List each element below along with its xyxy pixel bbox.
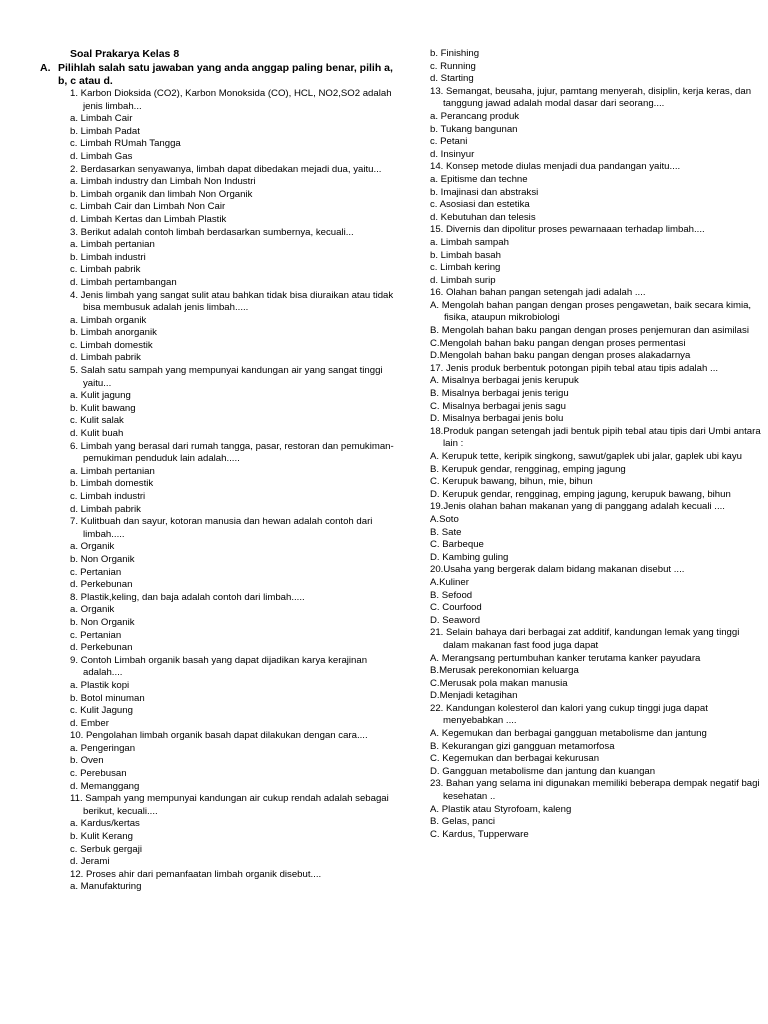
answer-option: D. Misalnya berbagai jenis bolu <box>430 413 564 425</box>
answer-option: d. Perkebunan <box>70 642 133 654</box>
answer-option: a. Organik <box>70 604 115 616</box>
answer-option: c. Limbah pabrik <box>70 264 141 276</box>
answer-option: B.Merusak perekonomian keluarga <box>430 665 579 677</box>
answer-option: a. Perancang produk <box>430 110 520 122</box>
question-text: 17. Jenis produk berbentuk potongan pipih tebal atau tipis adalah ... <box>430 362 719 374</box>
answer-option: D. Kambing guling <box>430 551 509 563</box>
answer-option: d. Limbah pabrik <box>70 503 141 515</box>
answer-option: c. Kulit salak <box>70 415 124 427</box>
answer-option: c. Asosiasi dan estetika <box>430 199 530 211</box>
answer-option: c. Running <box>430 60 476 72</box>
question-text: 8. Plastik,keling, dan baja adalah contoh dari limbah..... <box>70 591 305 603</box>
answer-option: c. Limbah RUmah Tangga <box>70 138 181 150</box>
question-text: 9. Contoh Limbah organik basah yang dapat dijadikan karya kerajinan adalah.... <box>70 654 368 679</box>
answer-option: b. Non Organik <box>70 616 135 628</box>
answer-option: d. Memanggang <box>70 780 140 792</box>
answer-option: b. Kulit Kerang <box>70 831 133 843</box>
question-text: 11. Sampah yang mempunyai kandungan air cukup rendah adalah sebagai berikut, kecuali.... <box>70 793 389 817</box>
answer-option: a. Limbah pertanian <box>70 239 155 251</box>
answer-option: b. Limbah domestik <box>70 478 154 490</box>
answer-option: A. Misalnya berbagai jenis kerupuk <box>430 375 579 387</box>
answer-option: D. Kerupuk gendar, rengginag, emping jagung, kerupuk bawang, bihun <box>430 488 731 500</box>
question-text: 3. Berikut adalah contoh limbah berdasarkan sumbernya, kecuali... <box>70 226 354 238</box>
answer-option: a. Kardus/kertas <box>70 818 140 830</box>
answer-option: c. Limbah domestik <box>70 339 153 351</box>
answer-option: c. Petani <box>430 136 468 148</box>
question-text: 19.Jenis olahan bahan makanan yang di panggang adalah kecuali .... <box>430 501 725 513</box>
answer-option: a. Manufakturing <box>70 881 142 893</box>
answer-option: B. Kekurangan gizi gangguan metamorfosa <box>430 740 615 752</box>
answer-option: d. Insinyur <box>430 148 475 160</box>
answer-option: B. Mengolah bahan baku pangan dengan proses penjemuran dan asimilasi <box>430 325 749 337</box>
answer-option: d. Limbah surip <box>430 274 496 286</box>
question-text: 21. Selain bahaya dari berbagai zat additif, kandungan lemak yang tinggi dalam makanan fast food juga dapat <box>430 627 740 651</box>
left-question-list <box>70 88 404 894</box>
answer-option: b. Limbah Padat <box>70 125 140 137</box>
answer-option: C.Merusak pola makan manusia <box>430 677 568 689</box>
answer-option: d. Perkebunan <box>70 579 133 591</box>
question-text: 20.Usaha yang bergerak dalam bidang makanan disebut .... <box>430 564 685 576</box>
answer-option: a. Limbah Cair <box>70 113 133 125</box>
answer-option: a. Epitisme dan techne <box>430 173 528 185</box>
right-column <box>430 48 764 841</box>
answer-option: b. Tukang bangunan <box>430 123 518 135</box>
two-column-layout <box>40 48 761 894</box>
answer-option: D.Menjadi ketagihan <box>430 690 518 702</box>
right-question-list <box>430 48 764 841</box>
answer-option: a. Limbah industry dan Limbah Non Industri <box>70 176 256 188</box>
instruction-letter: A. <box>40 62 51 74</box>
question-text: 4. Jenis limbah yang sangat sulit atau bahkan tidak bisa diuraikan atau tidak bisa membusuk adalah jenis limbah..... <box>70 289 394 314</box>
answer-option: D.Mengolah bahan baku pangan dengan proses alakadarnya <box>430 350 691 362</box>
answer-option: d. Kulit buah <box>70 428 124 440</box>
answer-option: D. Seaword <box>430 614 481 626</box>
answer-option: b. Oven <box>70 755 104 767</box>
answer-option: c. Limbah kering <box>430 262 501 274</box>
answer-option: C. Kardus, Tupperware <box>430 828 529 840</box>
question-text: 23. Bahan yang selama ini digunakan memiliki beberapa dempak negatif bagi kesehatan .. <box>430 778 760 803</box>
answer-option: C. Kerupuk bawang, bihun, mie, bihun <box>430 476 593 488</box>
question-text: 7. Kulitbuah dan sayur, kotoran manusia dan hewan adalah contoh dari limbah..... <box>70 516 373 540</box>
answer-option: D. Gangguan metabolisme dan jantung dan kuangan <box>430 765 656 777</box>
answer-option: c. Perebusan <box>70 768 127 780</box>
answer-option: B. Kerupuk gendar, rengginag, emping jagung <box>430 463 626 475</box>
answer-option: b. Limbah industri <box>70 251 146 263</box>
instruction-block <box>40 62 404 88</box>
answer-option: b. Limbah anorganik <box>70 327 157 339</box>
answer-option: c. Limbah Cair dan Limbah Non Cair <box>70 201 226 213</box>
page-title: Soal Prakarya Kelas 8 <box>70 48 180 60</box>
answer-option: b. Non Organik <box>70 553 135 565</box>
answer-option: A. Kerupuk tette, keripik singkong, sawut/gaplek ubi jalar, gaplek ubi kayu <box>430 451 742 462</box>
answer-option: B. Misalnya berbagai jenis terigu <box>430 388 569 400</box>
answer-option: b. Finishing <box>430 48 480 59</box>
answer-option: A. Mengolah bahan pangan dengan proses pengawetan, baik secara kimia, fisika, ataupun mikrobiologi <box>430 299 752 324</box>
answer-option: b. Limbah basah <box>430 249 501 261</box>
question-text: 10. Pengolahan limbah organik basah dapat dilakukan dengan cara.... <box>70 730 368 742</box>
answer-option: A. Plastik atau Styrofoam, kaleng <box>430 803 572 815</box>
answer-option: a. Limbah sampah <box>430 236 509 248</box>
answer-option: d. Starting <box>430 73 474 85</box>
question-text: 22. Kandungan kolesterol dan kalori yang cukup tinggi juga dapat menyebabkan .... <box>430 702 708 727</box>
answer-option: c. Pertanian <box>70 566 122 578</box>
answer-option: b. Imajinasi dan abstraksi <box>430 186 539 198</box>
question-text: 5. Salah satu sampah yang mempunyai kandungan air yang sangat tinggi yaitu... <box>70 365 383 389</box>
instruction-text: Pilihlah salah satu jawaban yang anda anggap paling benar, pilih a, b, c atau d. <box>58 62 393 87</box>
answer-option: a. Limbah organik <box>70 314 147 326</box>
answer-option: c. Pertanian <box>70 629 122 641</box>
question-text: 12. Proses ahir dari pemanfaatan limbah organik disebut.... <box>70 868 322 880</box>
answer-option: a. Kulit jagung <box>70 390 131 402</box>
answer-option: B. Sate <box>430 526 462 538</box>
answer-option: c. Limbah industri <box>70 491 146 502</box>
answer-option: C.Mengolah bahan baku pangan dengan proses permentasi <box>430 337 686 349</box>
left-column <box>40 48 404 894</box>
answer-option: d. Limbah pertambangan <box>70 276 177 288</box>
answer-option: C. Misalnya berbagai jenis sagu <box>430 400 566 412</box>
question-text: 6. Limbah yang berasal dari rumah tangga, pasar, restoran dan pemukiman-pemukiman penduduk lain adalah..... <box>70 440 394 465</box>
answer-option: d. Kebutuhan dan telesis <box>430 211 536 223</box>
question-text: 15. Divernis dan dipolitur proses pewarnaaan terhadap limbah.... <box>430 224 705 236</box>
question-text: 2. Berdasarkan senyawanya, limbah dapat dibedakan mejadi dua, yaitu... <box>70 163 382 175</box>
question-text: 13. Semangat, beusaha, jujur, pamtang menyerah, disiplin, kerja keras, dan tanggung jawad adalah modal dasar dari seorang.... <box>430 85 752 110</box>
question-text: 18.Produk pangan setengah jadi bentuk pipih tebal atau tipis dari Umbi antara lain : <box>430 425 761 450</box>
answer-option: d. Limbah pabrik <box>70 352 141 364</box>
answer-option: B. Gelas, panci <box>430 816 496 828</box>
answer-option: C. Courfood <box>430 602 482 614</box>
answer-option: C. Kegemukan dan berbagai kekurusan <box>430 753 600 765</box>
answer-option: b. Botol minuman <box>70 692 145 704</box>
answer-option: a. Plastik kopi <box>70 679 130 691</box>
answer-option: A.Kuliner <box>430 576 469 588</box>
answer-option: d. Limbah Gas <box>70 150 133 162</box>
answer-option: B. Sefood <box>430 589 473 601</box>
answer-option: b. Kulit bawang <box>70 402 136 414</box>
answer-option: c. Serbuk gergaji <box>70 843 142 855</box>
answer-option: a. Limbah pertanian <box>70 465 155 477</box>
answer-option: A. Kegemukan dan berbagai gangguan metabolisme dan jantung <box>430 728 707 740</box>
answer-option: a. Pengeringan <box>70 742 136 754</box>
question-text: 14. Konsep metode diulas menjadi dua pandangan yaitu.... <box>430 161 681 173</box>
answer-option: a. Organik <box>70 541 115 553</box>
answer-option: d. Ember <box>70 717 109 729</box>
answer-option: c. Kulit Jagung <box>70 705 133 717</box>
answer-option: d. Jerami <box>70 856 110 868</box>
answer-option: A. Merangsang pertumbuhan kanker terutama kanker payudara <box>430 652 701 664</box>
question-text: 16. Olahan bahan pangan setengah jadi adalah .... <box>430 287 646 299</box>
answer-option: d. Limbah Kertas dan Limbah Plastik <box>70 213 227 225</box>
answer-option: A.Soto <box>430 513 459 525</box>
question-text: 1. Karbon Dioksida (CO2), Karbon Monoksida (CO), HCL, NO2,SO2 adalah jenis limbah... <box>70 88 392 112</box>
answer-option: C. Barbeque <box>430 539 484 551</box>
answer-option: b. Limbah organik dan limbah Non Organik <box>70 188 253 200</box>
